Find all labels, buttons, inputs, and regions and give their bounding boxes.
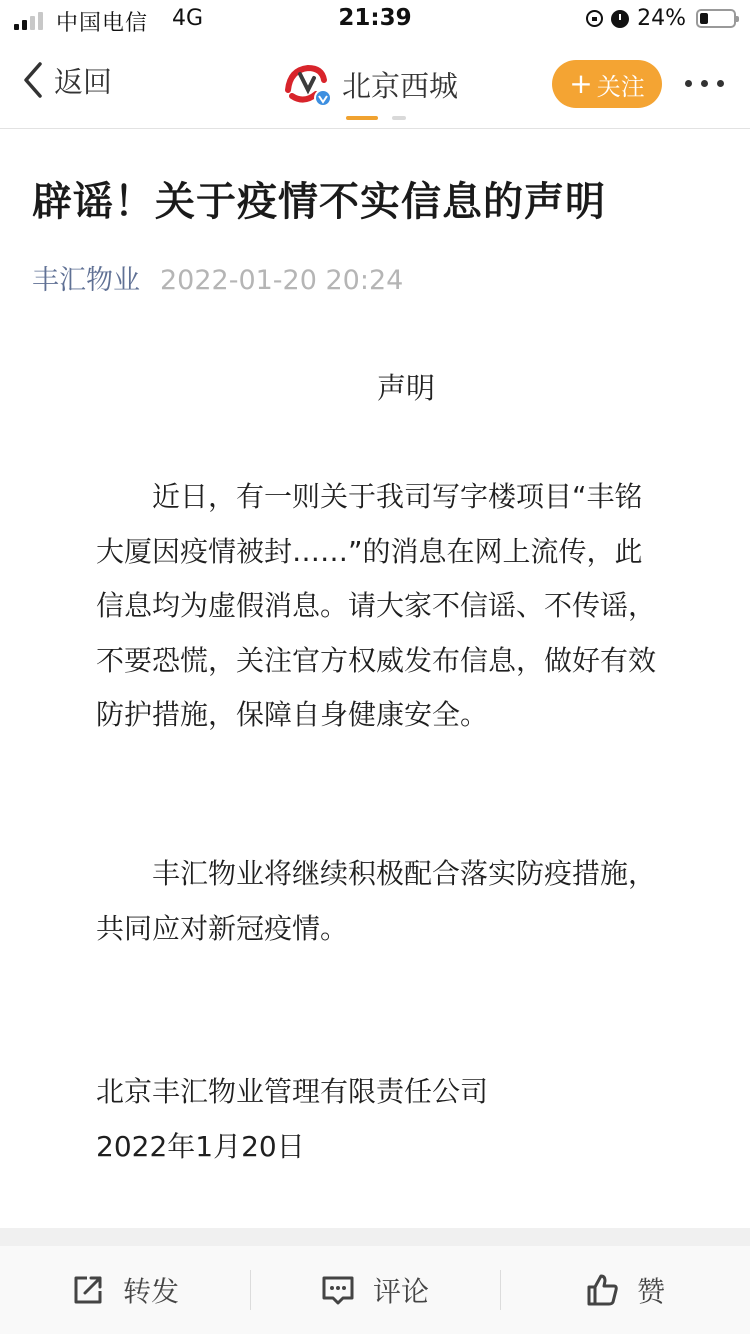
account-name: 北京西城 (342, 68, 459, 103)
article-author[interactable]: 丰汇物业 (32, 265, 140, 296)
like-button[interactable] (500, 1246, 750, 1334)
statement-paragraph: 近日，有一则关于我司写字楼项目“丰铭大厦因疫情被封……”的消息在网上流传，此信息均为虚假消息。请大家不信谣、不传谣，不要恐慌，关注官方权威发布信息，做好有效防护措施，保障自身健康安全。 (96, 480, 657, 731)
avatar[interactable] (282, 60, 332, 108)
alarm-icon (611, 10, 629, 28)
article-title: 辟谣！关于疫情不实信息的声明 (32, 179, 606, 225)
carrier-name: 中国电信 (56, 11, 149, 36)
battery-percent: 24% (637, 6, 686, 31)
share-button[interactable] (0, 1246, 250, 1334)
nav-bar (0, 40, 750, 129)
comment-button[interactable] (250, 1246, 500, 1334)
follow-button[interactable] (552, 60, 662, 108)
follow-label: 关注 (596, 72, 645, 101)
bottom-action-bar (0, 1246, 750, 1334)
back-label: 返回 (54, 64, 113, 99)
article-datetime: 2022-01-20 20:24 (160, 265, 404, 296)
plus-icon: + (569, 67, 593, 100)
status-icons (586, 6, 686, 31)
status-time: 21:39 (338, 5, 412, 31)
back-button[interactable] (20, 58, 112, 102)
section-divider (0, 1228, 750, 1246)
statement-paragraph: 丰汇物业将继续积极配合落实防疫措施，共同应对新冠疫情。 (96, 857, 657, 945)
network-type: 4G (172, 6, 204, 31)
article-meta (32, 258, 403, 297)
share-label: 转发 (122, 1275, 179, 1308)
signature-date: 2022年1月20日 (96, 1130, 305, 1163)
more-icon[interactable] (685, 80, 724, 87)
account-logo-icon (282, 60, 332, 108)
status-bar (0, 0, 750, 40)
page-indicator (346, 116, 406, 120)
comment-label: 评论 (372, 1275, 429, 1308)
battery-icon (696, 9, 736, 28)
like-label: 赞 (636, 1275, 665, 1308)
account-header[interactable] (282, 60, 458, 108)
comment-icon (321, 1273, 355, 1307)
share-icon (71, 1273, 105, 1307)
chevron-left-icon (20, 58, 48, 102)
company-signature: 北京丰汇物业管理有限责任公司 (96, 1075, 489, 1108)
rotation-lock-icon (586, 10, 603, 27)
thumbs-up-icon (585, 1273, 619, 1307)
statement-heading: 声明 (376, 371, 435, 405)
